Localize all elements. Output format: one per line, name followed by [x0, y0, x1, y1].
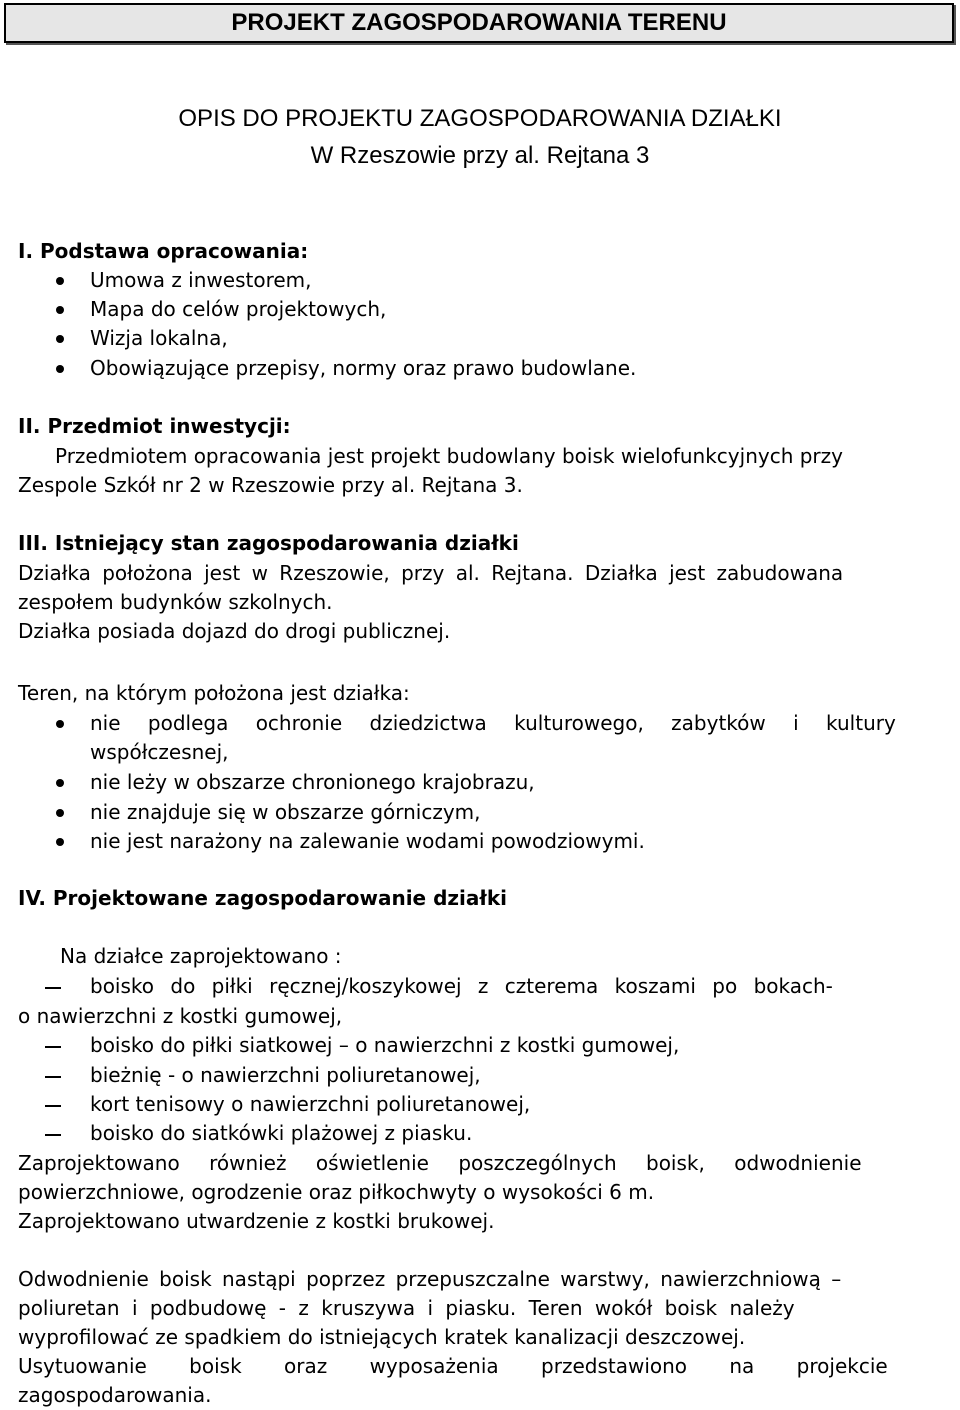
section-4-item: boisko do siatkówki plażowej z piasku. — [90, 1121, 473, 1145]
section-4-item: kort tenisowy o nawierzchni poliuretanowej, — [90, 1092, 531, 1116]
section-3-title: III. Istniejący stan zagospodarowania działki — [18, 531, 519, 555]
section-3-line: zespołem budynków szkolnych. — [18, 590, 333, 614]
section-3-item: nie jest narażony na zalewanie wodami powodziowymi. — [90, 829, 645, 853]
section-1-item: Wizja lokalna, — [90, 326, 228, 350]
section-4-paragraph-line: Zaprojektowano utwardzenie z kostki brukowej. — [18, 1209, 495, 1233]
section-4-paragraph-line: Zaprojektowano również oświetlenie poszczególnych boisk, odwodnienie — [18, 1151, 862, 1175]
bullet-icon — [56, 838, 64, 846]
document-title: PROJEKT ZAGOSPODAROWANIA TERENU — [4, 3, 954, 43]
section-3-item: nie znajduje się w obszarze górniczym, — [90, 800, 481, 824]
section-3-intro: Teren, na którym położona jest działka: — [18, 681, 410, 705]
bullet-icon — [56, 277, 64, 285]
dash-icon — [45, 1076, 61, 1078]
section-4-item-continuation: o nawierzchni z kostki gumowej, — [18, 1004, 343, 1028]
dash-icon — [45, 987, 61, 989]
section-3-line: Działka położona jest w Rzeszowie, przy al. Rejtana. Działka jest zabudowana — [18, 561, 844, 585]
section-2-title: II. Przedmiot inwestycji: — [18, 414, 291, 438]
bullet-icon — [56, 779, 64, 787]
section-3-item: nie podlega ochronie dziedzictwa kulturowego, zabytków i kultury — [90, 711, 896, 735]
bullet-icon — [56, 335, 64, 343]
bullet-icon — [56, 809, 64, 817]
bullet-icon — [56, 306, 64, 314]
section-4-paragraph-line: Odwodnienie boisk nastąpi poprzez przepuszczalne warstwy, nawierzchniową – — [18, 1267, 842, 1291]
section-4-title: IV. Projektowane zagospodarowanie działki — [18, 886, 507, 910]
section-2-line: Zespole Szkół nr 2 w Rzeszowie przy al. Rejtana 3. — [18, 473, 523, 497]
section-3-line: Działka posiada dojazd do drogi publicznej. — [18, 619, 451, 643]
section-4-paragraph-line: powierzchniowe, ogrodzenie oraz piłkochwyty o wysokości 6 m. — [18, 1180, 655, 1204]
section-1-item: Mapa do celów projektowych, — [90, 297, 387, 321]
section-1-item: Obowiązujące przepisy, normy oraz prawo budowlane. — [90, 356, 637, 380]
section-3-item: nie leży w obszarze chronionego krajobrazu, — [90, 770, 535, 794]
section-4-item: bieżnię - o nawierzchni poliuretanowej, — [90, 1063, 481, 1087]
section-2-line: Przedmiotem opracowania jest projekt budowlany boisk wielofunkcyjnych przy — [55, 444, 843, 468]
dash-icon — [45, 1134, 61, 1136]
dash-icon — [45, 1105, 61, 1107]
section-4-paragraph-line: poliuretan i podbudowę - z kruszywa i piasku. Teren wokół boisk należy — [18, 1296, 795, 1320]
section-1-item: Umowa z inwestorem, — [90, 268, 312, 292]
heading-line-2: W Rzeszowie przy al. Rejtana 3 — [310, 142, 650, 169]
section-3-item-continuation: współczesnej, — [90, 740, 229, 764]
section-4-paragraph-line: zagospodarowania. — [18, 1383, 212, 1407]
section-1-title: I. Podstawa opracowania: — [18, 239, 309, 263]
section-4-intro: Na działce zaprojektowano : — [60, 944, 342, 968]
section-4-paragraph-line: Usytuowanie boisk oraz wyposażenia przedstawiono na projekcie — [18, 1354, 888, 1378]
section-4-item: boisko do piłki ręcznej/koszykowej z czterema koszami po bokach- — [90, 974, 833, 998]
section-4-paragraph-line: wyprofilować ze spadkiem do istniejących kratek kanalizacji deszczowej. — [18, 1325, 746, 1349]
section-4-item: boisko do piłki siatkowej – o nawierzchni z kostki gumowej, — [90, 1033, 680, 1057]
dash-icon — [45, 1046, 61, 1048]
heading-line-1: OPIS DO PROJEKTU ZAGOSPODAROWANIA DZIAŁKI — [178, 105, 782, 132]
bullet-icon — [56, 720, 64, 728]
bullet-icon — [56, 365, 64, 373]
